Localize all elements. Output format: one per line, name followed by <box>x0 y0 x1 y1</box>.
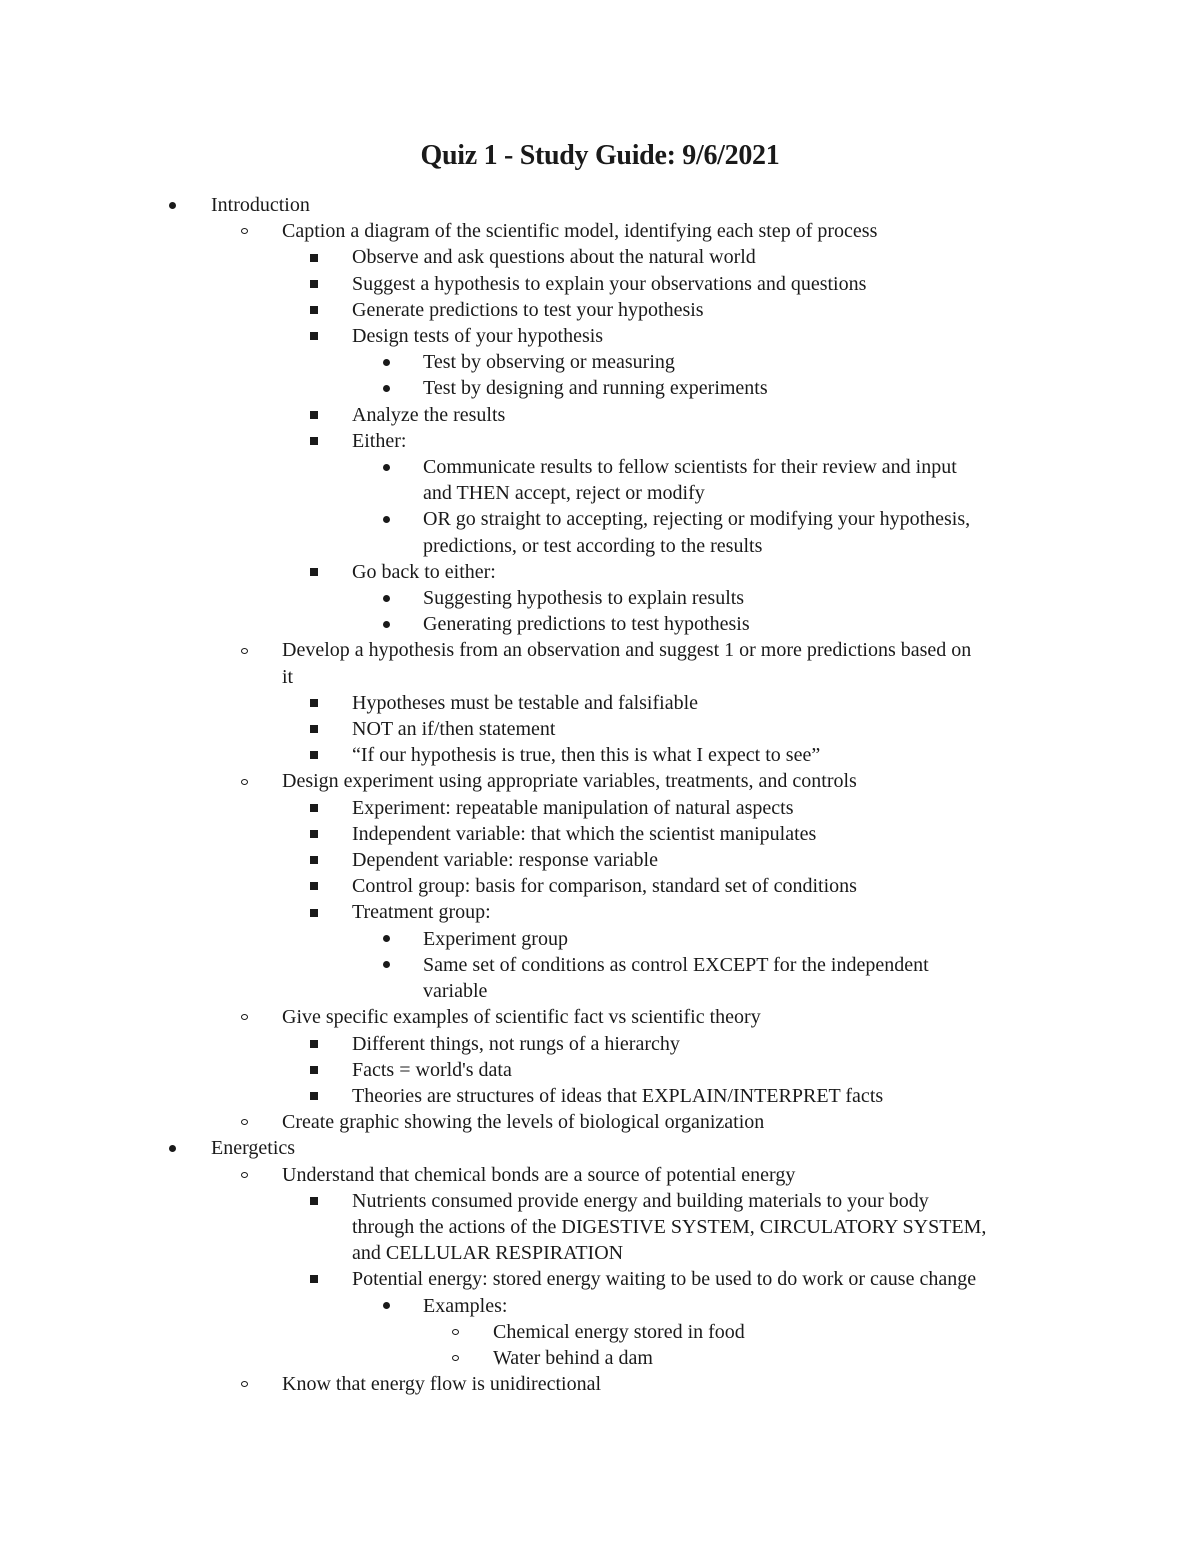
outline-item <box>0 1293 1060 1319</box>
disc-bullet-icon <box>376 349 396 375</box>
outline-item <box>0 611 1060 637</box>
outline-item-text: variable <box>423 980 488 1003</box>
outline-item-text: Theories are structures of ideas that EXPLAIN/INTERPRET facts <box>352 1084 884 1107</box>
outline-item-text: Energetics <box>211 1137 296 1160</box>
circle-bullet-icon <box>234 1109 254 1135</box>
outline-item <box>0 637 1060 689</box>
outline-item-text: Suggesting hypothesis to explain results <box>423 587 745 610</box>
square-bullet-icon <box>304 1188 324 1214</box>
disc-bullet-icon <box>376 926 396 952</box>
disc-bullet-icon <box>376 454 396 480</box>
square-bullet-icon <box>304 742 324 768</box>
disc-bullet-icon <box>162 1135 182 1161</box>
square-bullet-icon <box>304 1083 324 1109</box>
disc-bullet-icon <box>376 1293 396 1319</box>
outline-item <box>0 1004 1060 1030</box>
outline-item <box>0 847 1060 873</box>
square-bullet-icon <box>304 821 324 847</box>
disc-bullet-icon <box>376 506 396 532</box>
outline-item <box>0 192 1060 218</box>
circle-bullet-icon <box>234 218 254 244</box>
outline-item <box>0 428 1060 454</box>
outline-item <box>0 271 1060 297</box>
outline-item <box>0 768 1060 794</box>
outline-item-text: Communicate results to fellow scientists for their review and input <box>423 456 957 479</box>
outline-item <box>0 899 1060 925</box>
outline-item-text: Create graphic showing the levels of biological organization <box>282 1111 765 1134</box>
outline-item <box>0 742 1060 768</box>
outline-item-text: through the actions of the DIGESTIVE SYSTEM, CIRCULATORY SYSTEM, <box>352 1215 987 1238</box>
disc-bullet-icon <box>376 952 396 978</box>
outline-item <box>0 402 1060 428</box>
outline-item <box>0 559 1060 585</box>
outline-item-text: Generate predictions to test your hypothesis <box>352 298 704 321</box>
outline-item-text: and THEN accept, reject or modify <box>423 482 705 505</box>
disc-bullet-icon <box>162 192 182 218</box>
outline-item-text: Facts = world's data <box>352 1058 512 1081</box>
outline-item <box>0 873 1060 899</box>
outline-item-text: Caption a diagram of the scientific model, identifying each step of process <box>282 220 878 243</box>
study-guide-outline <box>0 192 1200 1397</box>
outline-item-text: it <box>282 665 294 688</box>
disc-bullet-icon <box>376 611 396 637</box>
outline-item <box>0 1162 1060 1188</box>
outline-item <box>0 1031 1060 1057</box>
outline-item <box>0 1266 1060 1292</box>
outline-item-text: Give specific examples of scientific fact vs scientific theory <box>282 1006 761 1029</box>
outline-item <box>0 716 1060 742</box>
outline-item-text: and CELLULAR RESPIRATION <box>352 1242 624 1265</box>
outline-item <box>0 821 1060 847</box>
disc-bullet-icon <box>376 375 396 401</box>
square-bullet-icon <box>304 271 324 297</box>
outline-item <box>0 1109 1060 1135</box>
circle-bullet-icon <box>234 1371 254 1397</box>
outline-item <box>0 1319 1060 1345</box>
outline-item <box>0 454 1060 506</box>
circle-bullet-icon <box>445 1319 465 1345</box>
square-bullet-icon <box>304 1031 324 1057</box>
square-bullet-icon <box>304 899 324 925</box>
square-bullet-icon <box>304 323 324 349</box>
outline-item <box>0 506 1060 558</box>
outline-item <box>0 349 1060 375</box>
outline-item-text: predictions, or test according to the results <box>423 534 763 557</box>
circle-bullet-icon <box>445 1345 465 1371</box>
outline-item <box>0 218 1060 244</box>
outline-item <box>0 952 1060 1004</box>
outline-item-text: Generating predictions to test hypothesis <box>423 613 750 636</box>
outline-item <box>0 1135 1060 1161</box>
outline-item-text: NOT an if/then statement <box>352 718 556 741</box>
outline-item-text: Go back to either: <box>352 560 496 583</box>
square-bullet-icon <box>304 847 324 873</box>
outline-item <box>0 1345 1060 1371</box>
outline-item-text: Design experiment using appropriate variables, treatments, and controls <box>282 770 857 793</box>
outline-item <box>0 375 1060 401</box>
outline-item <box>0 795 1060 821</box>
outline-item <box>0 297 1060 323</box>
outline-item-text: Potential energy: stored energy waiting to be used to do work or cause change <box>352 1268 977 1291</box>
square-bullet-icon <box>304 716 324 742</box>
outline-item-text: Different things, not rungs of a hierarchy <box>352 1032 680 1055</box>
square-bullet-icon <box>304 402 324 428</box>
outline-item-text: Experiment group <box>423 927 568 950</box>
outline-item <box>0 244 1060 270</box>
outline-item-text: Test by observing or measuring <box>423 351 675 374</box>
outline-item-text: Introduction <box>211 194 310 216</box>
outline-item-text: Either: <box>352 429 407 452</box>
square-bullet-icon <box>304 1057 324 1083</box>
outline-item-text: Suggest a hypothesis to explain your observations and questions <box>352 272 867 295</box>
outline-item <box>0 1057 1060 1083</box>
circle-bullet-icon <box>234 1162 254 1188</box>
square-bullet-icon <box>304 1266 324 1292</box>
outline-item-text: Nutrients consumed provide energy and building materials to your body <box>352 1189 929 1212</box>
outline-item <box>0 585 1060 611</box>
outline-item <box>0 323 1060 349</box>
outline-item-text: Observe and ask questions about the natural world <box>352 246 756 269</box>
outline-item <box>0 1188 1060 1267</box>
circle-bullet-icon <box>234 637 254 663</box>
outline-item-text: Experiment: repeatable manipulation of natural aspects <box>352 796 794 819</box>
outline-item-text: Chemical energy stored in food <box>493 1320 745 1343</box>
outline-item-text: Analyze the results <box>352 403 506 426</box>
outline-item-text: Test by designing and running experiments <box>423 377 768 400</box>
square-bullet-icon <box>304 795 324 821</box>
outline-item-text: Understand that chemical bonds are a source of potential energy <box>282 1163 796 1186</box>
outline-item <box>0 1371 1060 1397</box>
outline-item-text: Control group: basis for comparison, standard set of conditions <box>352 875 857 898</box>
outline-item-text: Know that energy flow is unidirectional <box>282 1373 602 1396</box>
square-bullet-icon <box>304 428 324 454</box>
outline-item-text: Hypotheses must be testable and falsifiable <box>352 691 699 714</box>
outline-item-text: Dependent variable: response variable <box>352 849 658 872</box>
outline-item <box>0 1083 1060 1109</box>
square-bullet-icon <box>304 297 324 323</box>
outline-item-text: Water behind a dam <box>493 1346 653 1369</box>
square-bullet-icon <box>304 244 324 270</box>
outline-item-text: “If our hypothesis is true, then this is what I expect to see” <box>352 744 821 767</box>
square-bullet-icon <box>304 690 324 716</box>
square-bullet-icon <box>304 559 324 585</box>
outline-item <box>0 926 1060 952</box>
disc-bullet-icon <box>376 585 396 611</box>
page-title: Quiz 1 - Study Guide: 9/6/2021 <box>420 140 780 171</box>
outline-item <box>0 690 1060 716</box>
outline-item-text: Examples: <box>423 1294 508 1317</box>
outline-item-text: Same set of conditions as control EXCEPT for the independent <box>423 953 929 976</box>
circle-bullet-icon <box>234 768 254 794</box>
outline-item-text: OR go straight to accepting, rejecting or modifying your hypothesis, <box>423 508 971 531</box>
circle-bullet-icon <box>234 1004 254 1030</box>
outline-item-text: Independent variable: that which the scientist manipulates <box>352 822 817 845</box>
square-bullet-icon <box>304 873 324 899</box>
outline-item-text: Develop a hypothesis from an observation and suggest 1 or more predictions based on <box>282 639 972 662</box>
outline-item-text: Treatment group: <box>352 901 491 924</box>
outline-item-text: Design tests of your hypothesis <box>352 325 604 348</box>
